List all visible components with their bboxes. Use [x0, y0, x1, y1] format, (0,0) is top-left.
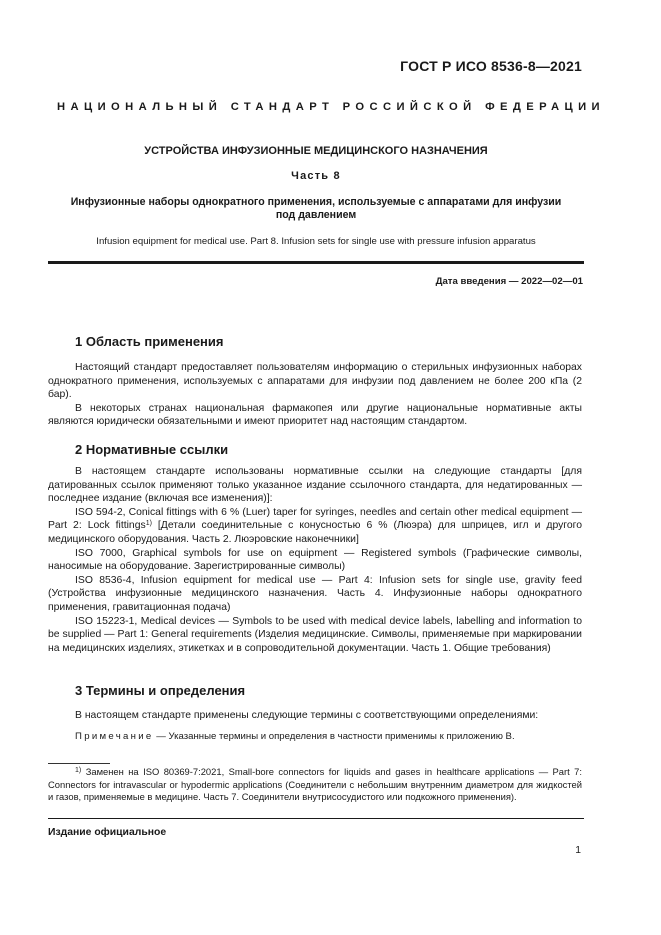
note-text: — Указанные термины и определения в частности применимы к приложению В. [153, 731, 515, 742]
section-3-heading: 3 Термины и определения [75, 683, 246, 698]
footnote [48, 766, 582, 804]
footer-divider [48, 818, 584, 819]
reference-iso-7000: ISO 7000, Graphical symbols for use on equipment — Registered symbols (Графические символы, наносимые на оборудование. Зарегистрированные символы) [48, 547, 582, 573]
section-3-body [48, 709, 582, 723]
section-1-paragraph: В некоторых странах национальная фармакопея или другие национальные нормативные акты являются юридически обязательными и имеют приоритет над настоящим стандартом. [48, 402, 582, 428]
section-2-intro: В настоящем стандарте использованы нормативные ссылки на следующие стандарты [для датированных ссылок применяют только указанное издание ссылочного стандарта, для недатированных — последнее издание (включая все изменения)]: [48, 466, 582, 505]
reference-iso-8536-4: ISO 8536-4, Infusion equipment for medical use — Part 4: Infusion sets for single use, gravity feed (Устройства инфузионные медицинского назначения. Часть 4. Инфузионные наборы однократного применения, гравитационная подача) [48, 574, 582, 613]
reference-text: ISO 594-2, Conical fittings with 6 % (Luer) taper for syringes, needles and certain other medical equipment — Part 2: Lock fittings [48, 506, 582, 532]
reference-translation: [Детали соединительные с конусностью 6 % (Люэра) для шприцев, игл и другого медицинского оборудования. Часть 2. Люэровские наконечники] [48, 520, 582, 545]
section-1-body [48, 361, 582, 429]
standard-number: ГОСТ Р ИСО 8536-8—2021 [400, 58, 582, 74]
section-1-paragraph: Настоящий стандарт предоставляет пользователям информацию о стерильных инфузионных наборах однократного применения, используемых с аппаратами для инфузии под давлением не более 200 кПа (2 бар). [48, 362, 582, 401]
section-2-heading: 2 Нормативные ссылки [75, 442, 229, 457]
footnote-marker: 1) [145, 520, 152, 528]
document-title: УСТРОЙСТВА ИНФУЗИОННЫЕ МЕДИЦИНСКОГО НАЗНАЧЕНИЯ [144, 145, 488, 157]
page-number: 1 [575, 845, 581, 856]
footnote-text: Заменен на ISO 80369-7:2021, Small-bore connectors for liquids and gases in healthcare applications — Part 7: Connectors for intravascular or hypodermic applications (Соединители с небольшим внутренним диаметром для жидкостей и газов, применяемые в медицине. Часть 7. Соединители внутрисосудистого или подкожного применения). [48, 766, 582, 803]
section-2-body [48, 465, 582, 655]
introduction-date: Дата введения — 2022—02—01 [435, 276, 583, 287]
note [75, 730, 583, 744]
reference-iso-15223-1: ISO 15223-1, Medical devices — Symbols to be used with medical device labels, labelling and information to be supplied — Part 1: General requirements (Изделия медицинские. Символы, применяемые при маркировании на медицинских изделиях, этикетках и в сопроводительной документации. Часть 1. Общие требования) [48, 615, 582, 654]
section-1-heading: 1 Область применения [75, 334, 224, 349]
document-subtitle: Инфузионные наборы однократного применения, используемые с аппаратами для инфузии под давлением [70, 196, 562, 221]
official-edition-label: Издание официальное [48, 827, 167, 838]
note-label: Примечание [75, 731, 154, 742]
national-standard-banner: НАЦИОНАЛЬНЫЙ СТАНДАРТ РОССИЙСКОЙ ФЕДЕРАЦИИ [57, 101, 605, 113]
title-divider [48, 261, 584, 264]
english-title: Infusion equipment for medical use. Part 8. Infusion sets for single use with pressure infusion apparatus [96, 236, 536, 247]
footnote-marker: 1) [75, 767, 82, 774]
footnote-divider [48, 763, 110, 764]
reference-iso-594-2 [48, 506, 582, 547]
section-3-paragraph: В настоящем стандарте применены следующие термины с соответствующими определениями: [75, 710, 539, 721]
document-part: Часть 8 [291, 170, 341, 182]
